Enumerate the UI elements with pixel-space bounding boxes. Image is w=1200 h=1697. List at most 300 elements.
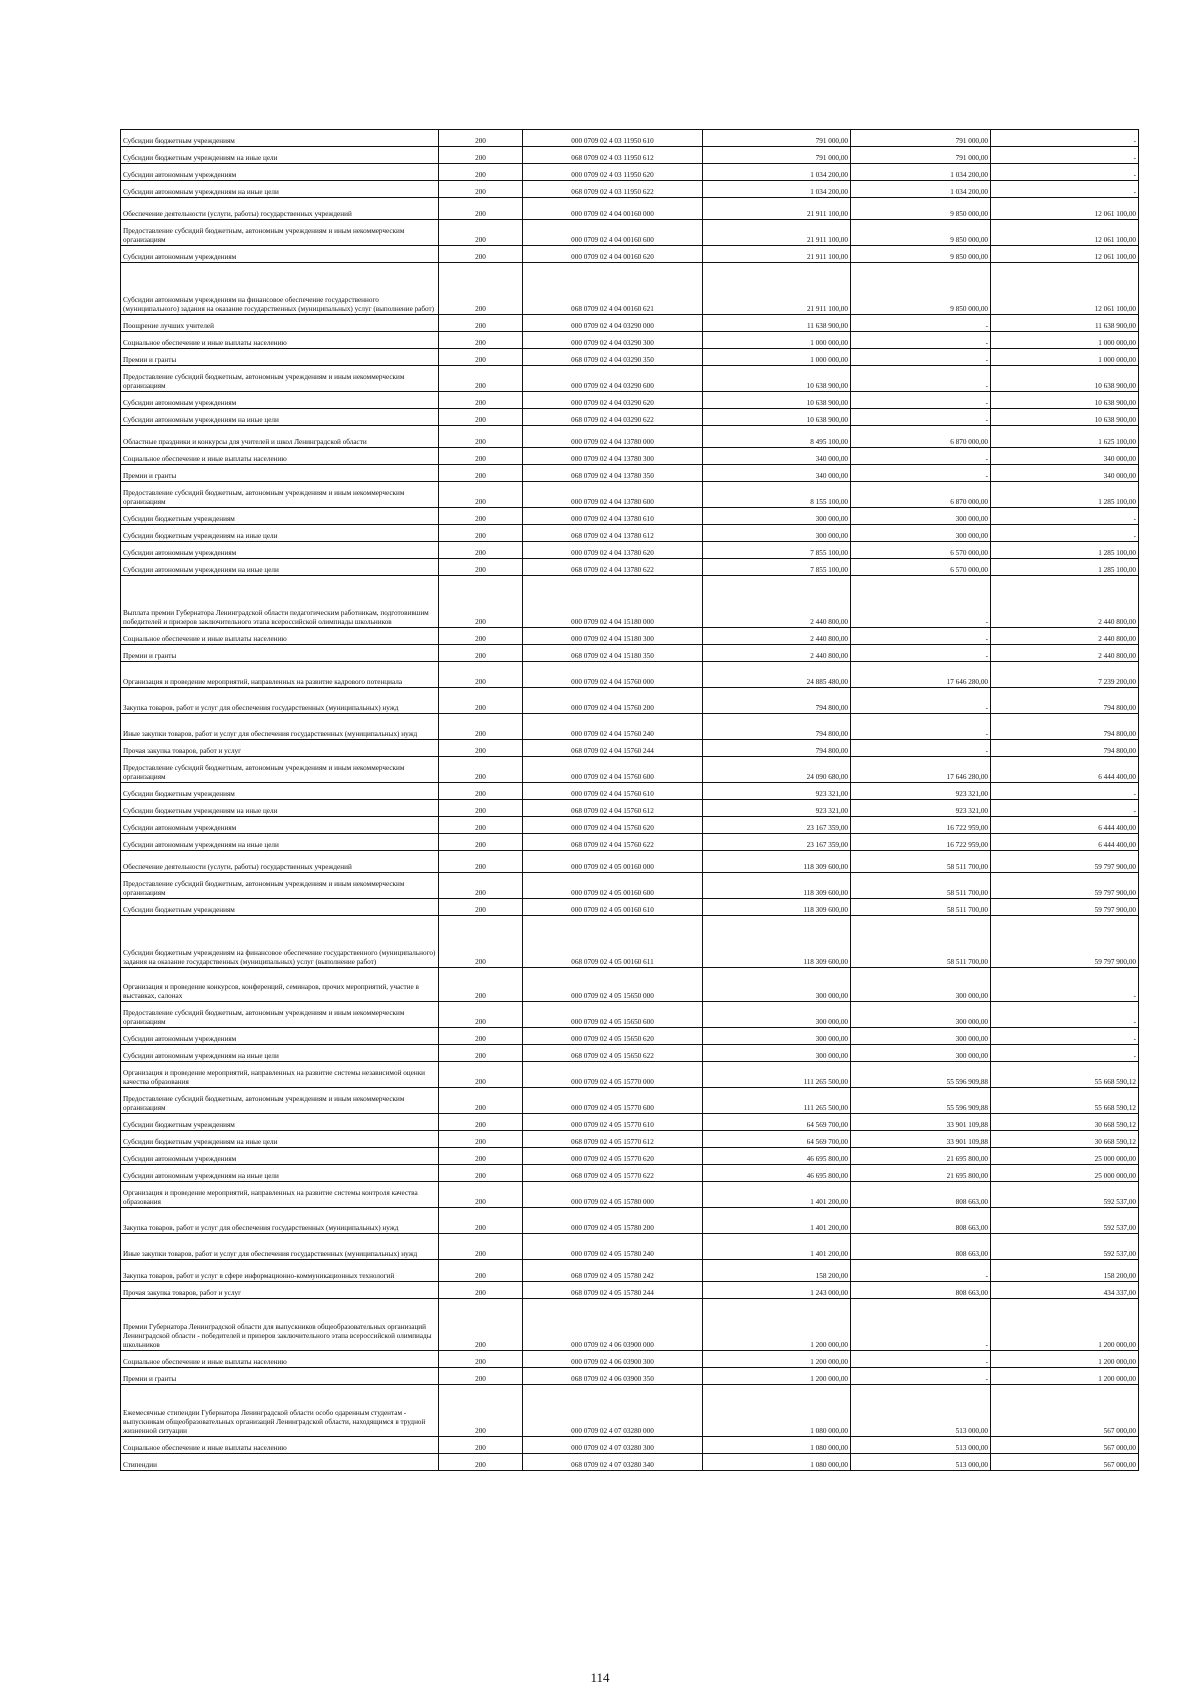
row-executed-amount-cell: 6 570 000,00 (851, 559, 991, 576)
row-line-code-cell: 200 (439, 645, 523, 662)
row-line-code-cell: 200 (439, 1299, 523, 1351)
row-executed-amount-cell: 9 850 000,00 (851, 198, 991, 220)
row-executed-amount-cell: 923 321,00 (851, 783, 991, 800)
row-classification-code-cell: 068 0709 02 4 04 13780 622 (523, 559, 703, 576)
row-classification-code-cell: 000 0709 02 4 05 15770 610 (523, 1114, 703, 1131)
table-row (121, 1045, 1139, 1062)
row-executed-amount-cell: 6 570 000,00 (851, 542, 991, 559)
row-name-cell: Субсидии бюджетным учреждениям (121, 130, 439, 147)
table-row (121, 1299, 1139, 1351)
table-row (121, 645, 1139, 662)
row-executed-amount-cell: 21 695 800,00 (851, 1148, 991, 1165)
row-approved-amount-cell: 1 243 000,00 (703, 1282, 851, 1299)
row-classification-code-cell: 000 0709 02 4 04 15180 300 (523, 628, 703, 645)
row-executed-amount-cell: 58 511 700,00 (851, 873, 991, 899)
row-executed-amount-cell: 791 000,00 (851, 130, 991, 147)
row-unexecuted-amount-cell: 59 797 900,00 (991, 873, 1139, 899)
row-name-cell: Предоставление субсидий бюджетным, автономным учреждениям и иным некоммерческим организациям (121, 482, 439, 508)
row-approved-amount-cell: 1 080 000,00 (703, 1385, 851, 1437)
row-name-cell: Премии и гранты (121, 465, 439, 482)
row-name-cell: Прочая закупка товаров, работ и услуг (121, 740, 439, 757)
row-classification-code-cell: 000 0709 02 4 04 15760 200 (523, 688, 703, 714)
row-approved-amount-cell: 1 000 000,00 (703, 332, 851, 349)
row-classification-code-cell: 000 0709 02 4 04 03290 620 (523, 392, 703, 409)
row-line-code-cell: 200 (439, 1454, 523, 1471)
row-line-code-cell: 200 (439, 783, 523, 800)
row-classification-code-cell: 000 0709 02 4 03 11950 610 (523, 130, 703, 147)
row-line-code-cell: 200 (439, 409, 523, 426)
table-row (121, 916, 1139, 968)
table-row (121, 1062, 1139, 1088)
row-approved-amount-cell: 23 167 359,00 (703, 817, 851, 834)
row-name-cell: Социальное обеспечение и иные выплаты населению (121, 332, 439, 349)
row-executed-amount-cell: - (851, 349, 991, 366)
row-name-cell: Субсидии автономным учреждениям на иные цели (121, 834, 439, 851)
row-approved-amount-cell: 24 090 680,00 (703, 757, 851, 783)
table-row (121, 1351, 1139, 1368)
row-executed-amount-cell: 808 663,00 (851, 1282, 991, 1299)
row-approved-amount-cell: 300 000,00 (703, 968, 851, 1002)
row-executed-amount-cell: - (851, 688, 991, 714)
row-unexecuted-amount-cell: 2 440 800,00 (991, 645, 1139, 662)
row-executed-amount-cell: 6 870 000,00 (851, 426, 991, 448)
row-approved-amount-cell: 1 401 200,00 (703, 1182, 851, 1208)
row-line-code-cell: 200 (439, 576, 523, 628)
row-approved-amount-cell: 1 080 000,00 (703, 1437, 851, 1454)
row-executed-amount-cell: - (851, 409, 991, 426)
row-name-cell: Ежемесячные стипендии Губернатора Ленинградской области особо одаренным студентам - выпускникам общеобразовательных организаций Ленинградской области, находящимся в трудной жизненной ситуации (121, 1385, 439, 1437)
row-line-code-cell: 200 (439, 1234, 523, 1260)
table-body (121, 130, 1139, 1471)
row-unexecuted-amount-cell: 1 000 000,00 (991, 349, 1139, 366)
row-name-cell: Субсидии автономным учреждениям (121, 246, 439, 263)
table-row (121, 1088, 1139, 1114)
row-approved-amount-cell: 2 440 800,00 (703, 628, 851, 645)
row-name-cell: Социальное обеспечение и иные выплаты населению (121, 628, 439, 645)
table-row (121, 1002, 1139, 1028)
row-classification-code-cell: 068 0709 02 4 03 11950 612 (523, 147, 703, 164)
row-approved-amount-cell: 1 034 200,00 (703, 164, 851, 181)
row-classification-code-cell: 068 0709 02 4 05 15780 242 (523, 1260, 703, 1282)
row-line-code-cell: 200 (439, 542, 523, 559)
row-line-code-cell: 200 (439, 147, 523, 164)
row-classification-code-cell: 000 0709 02 4 05 00160 000 (523, 851, 703, 873)
row-unexecuted-amount-cell: - (991, 181, 1139, 198)
row-unexecuted-amount-cell: - (991, 147, 1139, 164)
row-executed-amount-cell: - (851, 392, 991, 409)
table-row (121, 263, 1139, 315)
table-row (121, 542, 1139, 559)
row-line-code-cell: 200 (439, 392, 523, 409)
table-row (121, 800, 1139, 817)
row-line-code-cell: 200 (439, 1148, 523, 1165)
row-line-code-cell: 200 (439, 198, 523, 220)
row-name-cell: Субсидии бюджетным учреждениям на иные цели (121, 800, 439, 817)
row-line-code-cell: 200 (439, 1114, 523, 1131)
row-name-cell: Социальное обеспечение и иные выплаты населению (121, 1351, 439, 1368)
row-approved-amount-cell: 923 321,00 (703, 783, 851, 800)
row-approved-amount-cell: 1 080 000,00 (703, 1454, 851, 1471)
row-unexecuted-amount-cell: 567 000,00 (991, 1454, 1139, 1471)
row-unexecuted-amount-cell: - (991, 525, 1139, 542)
row-line-code-cell: 200 (439, 332, 523, 349)
row-executed-amount-cell: 58 511 700,00 (851, 916, 991, 968)
row-classification-code-cell: 068 0709 02 4 03 11950 622 (523, 181, 703, 198)
row-line-code-cell: 200 (439, 315, 523, 332)
table-row (121, 130, 1139, 147)
row-name-cell: Областные праздники и конкурсы для учителей и школ Ленинградской области (121, 426, 439, 448)
row-approved-amount-cell: 64 569 700,00 (703, 1114, 851, 1131)
row-unexecuted-amount-cell: 59 797 900,00 (991, 916, 1139, 968)
row-line-code-cell: 200 (439, 740, 523, 757)
page-number: 114 (590, 1670, 610, 1685)
row-unexecuted-amount-cell: 25 000 000,00 (991, 1165, 1139, 1182)
row-classification-code-cell: 000 0709 02 4 05 00160 610 (523, 899, 703, 916)
table-row (121, 332, 1139, 349)
row-name-cell: Социальное обеспечение и иные выплаты населению (121, 448, 439, 465)
table-row (121, 1165, 1139, 1182)
row-unexecuted-amount-cell: 1 000 000,00 (991, 332, 1139, 349)
row-executed-amount-cell: 808 663,00 (851, 1182, 991, 1208)
row-line-code-cell: 200 (439, 800, 523, 817)
row-unexecuted-amount-cell: 794 800,00 (991, 688, 1139, 714)
row-line-code-cell: 200 (439, 916, 523, 968)
row-executed-amount-cell: - (851, 1260, 991, 1282)
row-line-code-cell: 200 (439, 246, 523, 263)
row-approved-amount-cell: 794 800,00 (703, 714, 851, 740)
row-name-cell: Субсидии автономным учреждениям на иные цели (121, 1165, 439, 1182)
row-approved-amount-cell: 300 000,00 (703, 1028, 851, 1045)
row-approved-amount-cell: 340 000,00 (703, 465, 851, 482)
row-classification-code-cell: 000 0709 02 4 07 03280 000 (523, 1385, 703, 1437)
row-executed-amount-cell: - (851, 714, 991, 740)
row-executed-amount-cell: 513 000,00 (851, 1437, 991, 1454)
row-executed-amount-cell: 33 901 109,88 (851, 1114, 991, 1131)
row-unexecuted-amount-cell: 567 000,00 (991, 1437, 1139, 1454)
row-executed-amount-cell: 9 850 000,00 (851, 263, 991, 315)
row-executed-amount-cell: 300 000,00 (851, 508, 991, 525)
row-executed-amount-cell: 300 000,00 (851, 968, 991, 1002)
row-name-cell: Субсидии бюджетным учреждениям (121, 899, 439, 916)
row-name-cell: Субсидии автономным учреждениям (121, 542, 439, 559)
row-unexecuted-amount-cell: 592 537,00 (991, 1234, 1139, 1260)
row-executed-amount-cell: 9 850 000,00 (851, 246, 991, 263)
row-name-cell: Организация и проведение мероприятий, направленных на развитие системы независимой оценки качества образования (121, 1062, 439, 1088)
row-line-code-cell: 200 (439, 1260, 523, 1282)
row-line-code-cell: 200 (439, 757, 523, 783)
row-executed-amount-cell: - (851, 366, 991, 392)
row-executed-amount-cell: 808 663,00 (851, 1208, 991, 1234)
row-executed-amount-cell: - (851, 315, 991, 332)
row-classification-code-cell: 000 0709 02 4 04 03290 000 (523, 315, 703, 332)
row-unexecuted-amount-cell: 794 800,00 (991, 740, 1139, 757)
budget-table (120, 129, 1139, 1471)
table-row (121, 1148, 1139, 1165)
row-unexecuted-amount-cell: 30 668 590,12 (991, 1131, 1139, 1148)
row-name-cell: Премии и гранты (121, 1368, 439, 1385)
row-name-cell: Субсидии бюджетным учреждениям на иные цели (121, 1131, 439, 1148)
row-classification-code-cell: 068 0709 02 4 04 13780 612 (523, 525, 703, 542)
row-unexecuted-amount-cell: 1 200 000,00 (991, 1351, 1139, 1368)
row-unexecuted-amount-cell: 30 668 590,12 (991, 1114, 1139, 1131)
table-row (121, 688, 1139, 714)
row-executed-amount-cell: 58 511 700,00 (851, 851, 991, 873)
row-approved-amount-cell: 21 911 100,00 (703, 246, 851, 263)
row-executed-amount-cell: 17 646 280,00 (851, 757, 991, 783)
table-row (121, 426, 1139, 448)
row-unexecuted-amount-cell: 12 061 100,00 (991, 198, 1139, 220)
row-line-code-cell: 200 (439, 130, 523, 147)
row-classification-code-cell: 000 0709 02 4 04 15760 240 (523, 714, 703, 740)
table-row (121, 757, 1139, 783)
row-executed-amount-cell: 923 321,00 (851, 800, 991, 817)
row-classification-code-cell: 000 0709 02 4 04 00160 000 (523, 198, 703, 220)
row-unexecuted-amount-cell: 10 638 900,00 (991, 366, 1139, 392)
row-classification-code-cell: 000 0709 02 4 05 15650 620 (523, 1028, 703, 1045)
row-approved-amount-cell: 300 000,00 (703, 1045, 851, 1062)
row-approved-amount-cell: 1 200 000,00 (703, 1299, 851, 1351)
row-classification-code-cell: 000 0709 02 4 05 00160 600 (523, 873, 703, 899)
table-row (121, 508, 1139, 525)
row-name-cell: Субсидии бюджетным учреждениям (121, 508, 439, 525)
row-executed-amount-cell: 300 000,00 (851, 1045, 991, 1062)
row-approved-amount-cell: 8 495 100,00 (703, 426, 851, 448)
row-approved-amount-cell: 7 855 100,00 (703, 559, 851, 576)
table-row (121, 559, 1139, 576)
row-approved-amount-cell: 10 638 900,00 (703, 366, 851, 392)
row-name-cell: Субсидии бюджетным учреждениям на иные цели (121, 147, 439, 164)
row-name-cell: Субсидии автономным учреждениям (121, 164, 439, 181)
row-name-cell: Выплата премии Губернатора Ленинградской области педагогическим работникам, подготовившим победителей и призеров заключительного этапа всероссийской олимпиады школьников (121, 576, 439, 628)
row-unexecuted-amount-cell: - (991, 164, 1139, 181)
row-name-cell: Поощрение лучших учителей (121, 315, 439, 332)
row-unexecuted-amount-cell: 59 797 900,00 (991, 851, 1139, 873)
table-row (121, 448, 1139, 465)
table-row (121, 1182, 1139, 1208)
row-unexecuted-amount-cell: 6 444 400,00 (991, 757, 1139, 783)
row-approved-amount-cell: 118 309 600,00 (703, 916, 851, 968)
row-unexecuted-amount-cell: - (991, 1028, 1139, 1045)
row-line-code-cell: 200 (439, 263, 523, 315)
row-approved-amount-cell: 300 000,00 (703, 508, 851, 525)
row-unexecuted-amount-cell: - (991, 130, 1139, 147)
row-executed-amount-cell: 1 034 200,00 (851, 181, 991, 198)
row-classification-code-cell: 000 0709 02 4 05 15780 200 (523, 1208, 703, 1234)
row-line-code-cell: 200 (439, 448, 523, 465)
table-row (121, 198, 1139, 220)
row-classification-code-cell: 068 0709 02 4 05 15780 244 (523, 1282, 703, 1299)
row-approved-amount-cell: 1 200 000,00 (703, 1368, 851, 1385)
row-line-code-cell: 200 (439, 1131, 523, 1148)
table-row (121, 482, 1139, 508)
row-classification-code-cell: 068 0709 02 4 05 15770 622 (523, 1165, 703, 1182)
table-row (121, 1234, 1139, 1260)
row-line-code-cell: 200 (439, 1165, 523, 1182)
row-line-code-cell: 200 (439, 559, 523, 576)
row-classification-code-cell: 000 0709 02 4 03 11950 620 (523, 164, 703, 181)
row-approved-amount-cell: 111 265 500,00 (703, 1062, 851, 1088)
row-approved-amount-cell: 1 200 000,00 (703, 1351, 851, 1368)
row-name-cell: Предоставление субсидий бюджетным, автономным учреждениям и иным некоммерческим организациям (121, 757, 439, 783)
table-row (121, 147, 1139, 164)
row-unexecuted-amount-cell: 55 668 590,12 (991, 1062, 1139, 1088)
row-line-code-cell: 200 (439, 1028, 523, 1045)
row-unexecuted-amount-cell: - (991, 1002, 1139, 1028)
row-name-cell: Субсидии автономным учреждениям на иные цели (121, 559, 439, 576)
row-executed-amount-cell: 16 722 959,00 (851, 817, 991, 834)
row-line-code-cell: 200 (439, 1385, 523, 1437)
row-unexecuted-amount-cell: 1 625 100,00 (991, 426, 1139, 448)
row-line-code-cell: 200 (439, 1437, 523, 1454)
row-classification-code-cell: 000 0709 02 4 04 15760 610 (523, 783, 703, 800)
row-classification-code-cell: 000 0709 02 4 05 15770 000 (523, 1062, 703, 1088)
row-name-cell: Иные закупки товаров, работ и услуг для обеспечения государственных (муниципальных) нужд (121, 1234, 439, 1260)
row-approved-amount-cell: 23 167 359,00 (703, 834, 851, 851)
row-classification-code-cell: 068 0709 02 4 04 03290 350 (523, 349, 703, 366)
row-line-code-cell: 200 (439, 688, 523, 714)
row-classification-code-cell: 068 0709 02 4 05 15770 612 (523, 1131, 703, 1148)
row-executed-amount-cell: 17 646 280,00 (851, 662, 991, 688)
row-unexecuted-amount-cell: 794 800,00 (991, 714, 1139, 740)
row-executed-amount-cell: - (851, 1368, 991, 1385)
row-name-cell: Премии и гранты (121, 349, 439, 366)
row-unexecuted-amount-cell: 2 440 800,00 (991, 628, 1139, 645)
row-approved-amount-cell: 1 000 000,00 (703, 349, 851, 366)
table-row (121, 662, 1139, 688)
row-unexecuted-amount-cell: 10 638 900,00 (991, 409, 1139, 426)
row-classification-code-cell: 068 0709 02 4 05 00160 611 (523, 916, 703, 968)
row-approved-amount-cell: 24 885 480,00 (703, 662, 851, 688)
row-line-code-cell: 200 (439, 349, 523, 366)
row-name-cell: Субсидии автономным учреждениям на иные цели (121, 1045, 439, 1062)
row-executed-amount-cell: 21 695 800,00 (851, 1165, 991, 1182)
row-classification-code-cell: 000 0709 02 4 05 15770 620 (523, 1148, 703, 1165)
table-row (121, 1260, 1139, 1282)
row-classification-code-cell: 000 0709 02 4 05 15780 240 (523, 1234, 703, 1260)
row-name-cell: Закупка товаров, работ и услуг в сфере информационно-коммуникационных технологий (121, 1260, 439, 1282)
row-unexecuted-amount-cell: 158 200,00 (991, 1260, 1139, 1282)
row-classification-code-cell: 068 0709 02 4 04 15180 350 (523, 645, 703, 662)
row-name-cell: Организация и проведение конкурсов, конференций, семинаров, прочих мероприятий, участие в выставках, салонах (121, 968, 439, 1002)
row-approved-amount-cell: 2 440 800,00 (703, 576, 851, 628)
row-name-cell: Субсидии автономным учреждениям на иные цели (121, 181, 439, 198)
row-executed-amount-cell: 55 596 909,88 (851, 1062, 991, 1088)
table-row (121, 465, 1139, 482)
row-approved-amount-cell: 21 911 100,00 (703, 220, 851, 246)
table-row (121, 873, 1139, 899)
row-classification-code-cell: 000 0709 02 4 04 00160 600 (523, 220, 703, 246)
row-approved-amount-cell: 10 638 900,00 (703, 392, 851, 409)
row-classification-code-cell: 000 0709 02 4 05 15780 000 (523, 1182, 703, 1208)
table-row (121, 1282, 1139, 1299)
row-line-code-cell: 200 (439, 851, 523, 873)
row-classification-code-cell: 000 0709 02 4 06 03900 000 (523, 1299, 703, 1351)
row-approved-amount-cell: 300 000,00 (703, 525, 851, 542)
row-unexecuted-amount-cell: 592 537,00 (991, 1208, 1139, 1234)
row-unexecuted-amount-cell: 55 668 590,12 (991, 1088, 1139, 1114)
table-row (121, 246, 1139, 263)
row-classification-code-cell: 000 0709 02 4 04 15760 600 (523, 757, 703, 783)
row-unexecuted-amount-cell: - (991, 968, 1139, 1002)
table-row (121, 349, 1139, 366)
row-name-cell: Субсидии бюджетным учреждениям на иные цели (121, 525, 439, 542)
row-executed-amount-cell: 513 000,00 (851, 1454, 991, 1471)
row-approved-amount-cell: 2 440 800,00 (703, 645, 851, 662)
row-name-cell: Субсидии бюджетным учреждениям на финансовое обеспечение государственного (муниципального) задания на оказание государственных (муниципальных) услуг (выполнение работ) (121, 916, 439, 968)
row-classification-code-cell: 000 0709 02 4 04 13780 300 (523, 448, 703, 465)
row-unexecuted-amount-cell: 59 797 900,00 (991, 899, 1139, 916)
row-name-cell: Предоставление субсидий бюджетным, автономным учреждениям и иным некоммерческим организациям (121, 1002, 439, 1028)
row-approved-amount-cell: 794 800,00 (703, 688, 851, 714)
table-row (121, 576, 1139, 628)
row-unexecuted-amount-cell: 567 000,00 (991, 1385, 1139, 1437)
row-line-code-cell: 200 (439, 714, 523, 740)
row-approved-amount-cell: 300 000,00 (703, 1002, 851, 1028)
row-classification-code-cell: 068 0709 02 4 04 13780 350 (523, 465, 703, 482)
row-executed-amount-cell: 791 000,00 (851, 147, 991, 164)
row-approved-amount-cell: 46 695 800,00 (703, 1148, 851, 1165)
row-name-cell: Премии и гранты (121, 645, 439, 662)
row-classification-code-cell: 000 0709 02 4 04 15760 000 (523, 662, 703, 688)
row-approved-amount-cell: 1 401 200,00 (703, 1234, 851, 1260)
row-line-code-cell: 200 (439, 426, 523, 448)
row-approved-amount-cell: 1 034 200,00 (703, 181, 851, 198)
row-executed-amount-cell: 300 000,00 (851, 525, 991, 542)
row-name-cell: Организация и проведение мероприятий, направленных на развитие кадрового потенциала (121, 662, 439, 688)
row-unexecuted-amount-cell: 2 440 800,00 (991, 576, 1139, 628)
table-row (121, 628, 1139, 645)
table-row (121, 366, 1139, 392)
row-line-code-cell: 200 (439, 164, 523, 181)
row-name-cell: Предоставление субсидий бюджетным, автономным учреждениям и иным некоммерческим организациям (121, 366, 439, 392)
row-name-cell: Субсидии автономным учреждениям на финансовое обеспечение государственного (муниципального) задания на оказание государственных (муниципальных) услуг (выполнение работ) (121, 263, 439, 315)
table-row (121, 1454, 1139, 1471)
row-executed-amount-cell: - (851, 645, 991, 662)
row-line-code-cell: 200 (439, 1045, 523, 1062)
row-classification-code-cell: 068 0709 02 4 04 00160 621 (523, 263, 703, 315)
row-classification-code-cell: 000 0709 02 4 04 13780 620 (523, 542, 703, 559)
row-unexecuted-amount-cell: - (991, 508, 1139, 525)
row-unexecuted-amount-cell: 1 200 000,00 (991, 1368, 1139, 1385)
row-approved-amount-cell: 64 569 700,00 (703, 1131, 851, 1148)
row-executed-amount-cell: - (851, 740, 991, 757)
row-name-cell: Субсидии бюджетным учреждениям (121, 783, 439, 800)
row-line-code-cell: 200 (439, 525, 523, 542)
row-classification-code-cell: 000 0709 02 4 06 03900 300 (523, 1351, 703, 1368)
row-line-code-cell: 200 (439, 366, 523, 392)
row-unexecuted-amount-cell: 6 444 400,00 (991, 834, 1139, 851)
table-row (121, 1385, 1139, 1437)
row-name-cell: Премии Губернатора Ленинградской области для выпускников общеобразовательных организаций Ленинградской области - победителей и призеров заключительного этапа всероссийской олимпиады школьников (121, 1299, 439, 1351)
row-line-code-cell: 200 (439, 1002, 523, 1028)
table-row (121, 817, 1139, 834)
row-unexecuted-amount-cell: 592 537,00 (991, 1182, 1139, 1208)
row-unexecuted-amount-cell: 1 285 100,00 (991, 482, 1139, 508)
table-row (121, 1114, 1139, 1131)
row-line-code-cell: 200 (439, 873, 523, 899)
table-row (121, 783, 1139, 800)
row-classification-code-cell: 000 0709 02 4 04 13780 610 (523, 508, 703, 525)
row-approved-amount-cell: 1 401 200,00 (703, 1208, 851, 1234)
row-line-code-cell: 200 (439, 1208, 523, 1234)
row-classification-code-cell: 068 0709 02 4 05 15650 622 (523, 1045, 703, 1062)
row-line-code-cell: 200 (439, 1088, 523, 1114)
row-executed-amount-cell: 1 034 200,00 (851, 164, 991, 181)
row-unexecuted-amount-cell: 1 200 000,00 (991, 1299, 1139, 1351)
row-approved-amount-cell: 791 000,00 (703, 147, 851, 164)
row-name-cell: Предоставление субсидий бюджетным, автономным учреждениям и иным некоммерческим организациям (121, 873, 439, 899)
row-classification-code-cell: 068 0709 02 4 06 03900 350 (523, 1368, 703, 1385)
